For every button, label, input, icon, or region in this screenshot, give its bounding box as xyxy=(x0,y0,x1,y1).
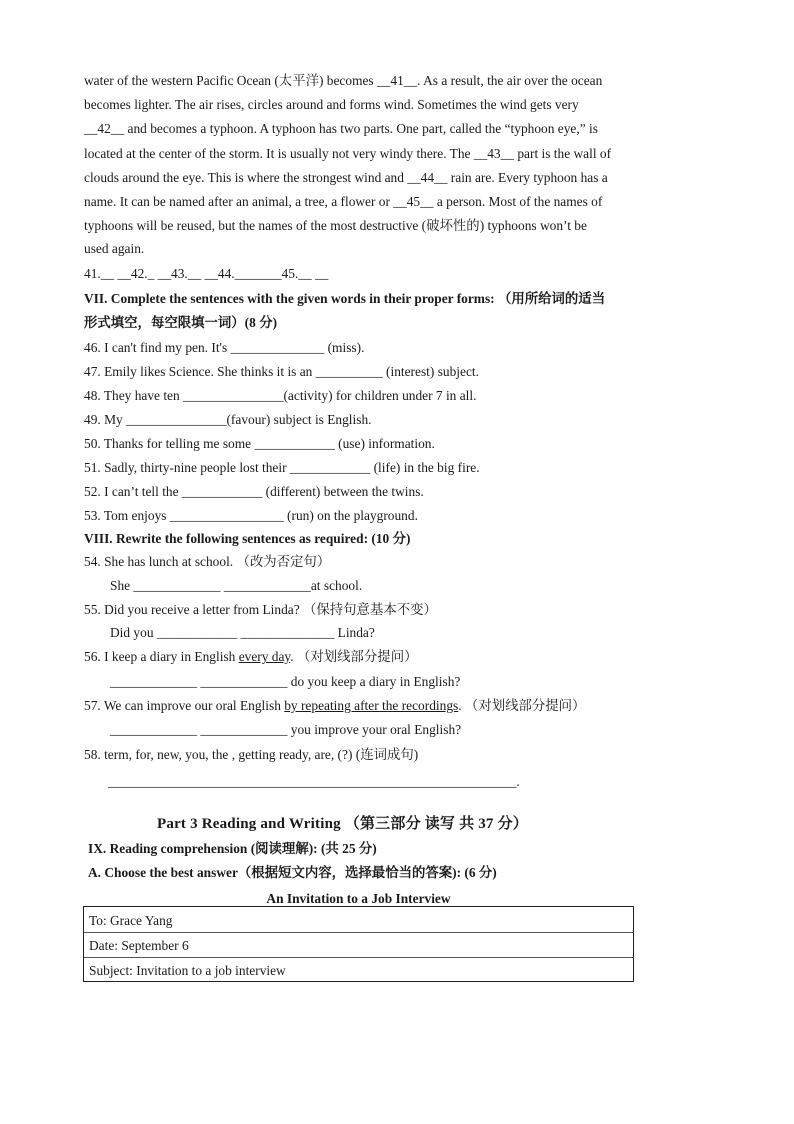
underlined-phrase: every day xyxy=(238,649,291,664)
passage-line: located at the center of the storm. It is usually not very windy there. The __43__ part is the wall of xyxy=(84,146,612,161)
question-58-answer: _____________________________________________________________. xyxy=(108,774,520,789)
question-52: 52. I can’t tell the ____________ (different) between the twins. xyxy=(84,484,424,499)
section-vii-title: VII. Complete the sentences with the given words in their proper forms: （用所给词的适当 xyxy=(84,291,606,306)
passage-line: __42__ and becomes a typhoon. A typhoon has two parts. One part, called the “typhoon eye,” is xyxy=(84,121,598,136)
question-46: 46. I can't find my pen. It's ______________ (miss). xyxy=(84,340,365,355)
passage-line: used again. xyxy=(84,241,145,256)
answer-blanks-41-45: 41.__ __42._ __43.__ __44._______45.__ __ xyxy=(84,266,329,281)
part-3-title: Part 3 Reading and Writing （第三部分 读写 共 37 分） xyxy=(157,816,528,832)
passage-line: clouds around the eye. This is where the strongest wind and __44__ rain are. Every typhoon has a xyxy=(84,170,608,185)
question-54-answer: She _____________ _____________at school. xyxy=(110,578,363,593)
question-51: 51. Sadly, thirty-nine people lost their ____________ (life) in the big fire. xyxy=(84,460,480,475)
question-50: 50. Thanks for telling me some ____________ (use) information. xyxy=(84,436,435,451)
question-56-answer: _____________ _____________ do you keep a diary in English? xyxy=(110,674,461,689)
question-47: 47. Emily likes Science. She thinks it is an __________ (interest) subject. xyxy=(84,364,479,379)
passage-line: name. It can be named after an animal, a tree, a flower or __45__ a person. Most of the names of xyxy=(84,194,603,209)
section-viii-title: VIII. Rewrite the following sentences as required: (10 分) xyxy=(84,531,411,546)
question-57: 57. We can improve our oral English by repeating after the recordings. （对划线部分提问） xyxy=(84,698,586,713)
question-54: 54. She has lunch at school. （改为否定句） xyxy=(84,554,331,569)
passage-line: water of the western Pacific Ocean (太平洋) becomes __41__. As a result, the air over the ocean xyxy=(84,73,603,88)
section-vii-title-cont: 形式填空，每空限填一词）(8 分) xyxy=(84,315,278,330)
email-subject: Subject: Invitation to a job interview xyxy=(89,963,286,978)
question-55: 55. Did you receive a letter from Linda? （保持句意基本不变） xyxy=(84,602,437,617)
passage-line: becomes lighter. The air rises, circles around and forms wind. Sometimes the wind gets very xyxy=(84,97,579,112)
question-56: 56. I keep a diary in English every day. （对划线部分提问） xyxy=(84,649,418,664)
question-55-answer: Did you ____________ ______________ Linda? xyxy=(110,625,375,640)
question-58: 58. term, for, new, you, the , getting ready, are, (?) (连词成句) xyxy=(84,747,419,762)
box-divider xyxy=(84,957,634,958)
question-49: 49. My _______________(favour) subject is English. xyxy=(84,412,372,427)
underlined-phrase: by repeating after the recordings xyxy=(284,698,459,713)
question-53: 53. Tom enjoys _________________ (run) on the playground. xyxy=(84,508,418,523)
passage-line: typhoons will be reused, but the names of the most destructive (破坏性的) typhoons won’t be xyxy=(84,218,587,233)
section-ix-title: IX. Reading comprehension (阅读理解): (共 25 分) xyxy=(88,841,377,856)
section-a-title: A. Choose the best answer（根据短文内容，选择最恰当的答案): (6 分) xyxy=(88,865,497,880)
email-date: Date: September 6 xyxy=(89,938,189,953)
question-48: 48. They have ten _______________(activity) for children under 7 in all. xyxy=(84,388,477,403)
email-to: To: Grace Yang xyxy=(89,913,173,928)
invitation-title: An Invitation to a Job Interview xyxy=(266,891,451,906)
question-57-answer: _____________ _____________ you improve your oral English? xyxy=(110,722,462,737)
box-divider xyxy=(84,932,634,933)
